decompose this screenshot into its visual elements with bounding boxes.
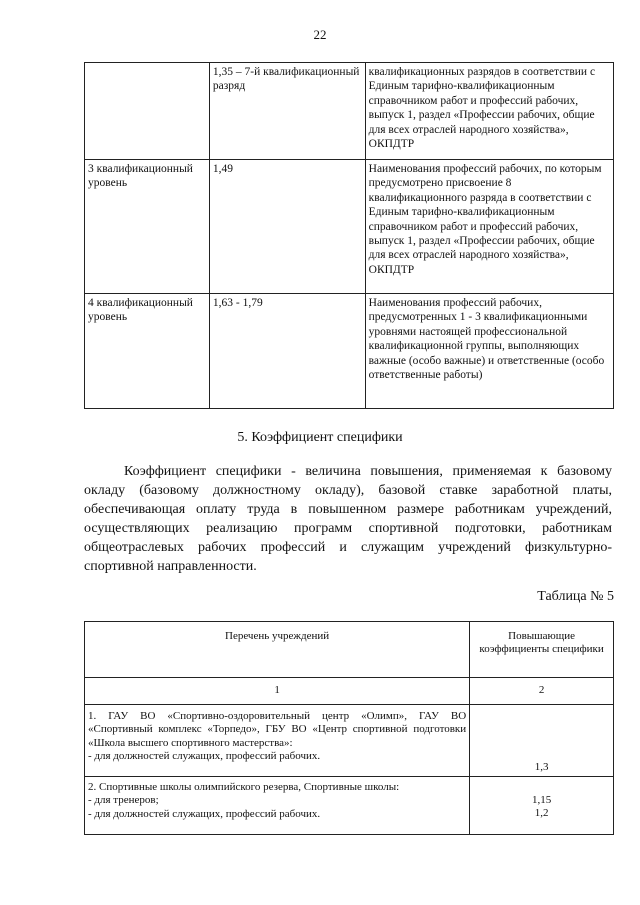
- page-number: 22: [313, 27, 327, 42]
- qualification-level-cell: 4 квалификационный уровень: [85, 294, 210, 409]
- header-coefficients: Повышающие коэффициенты специфики: [470, 622, 614, 678]
- description-cell: Наименования профессий рабочих, по которым предусмотрено присвоение 8 квалификационного разряда в соответствии с Единым тарифно-квалификационным справочником работ и профессий рабочих, выпуск 1, раздел «Профессии рабочих, общие для всех отраслей народного хозяйства», ОКПДТР: [365, 160, 613, 294]
- table-caption: Таблица № 5: [537, 589, 614, 604]
- qualification-level-cell: 3 квалификационный уровень: [85, 160, 210, 294]
- description-cell: квалификационных разрядов в соответствии с Единым тарифно-квалификационным справочником работ и профессий рабочих, выпуск 1, раздел «Профессии рабочих, общие для всех отраслей народного хозяйства», ОКПДТР: [365, 63, 613, 160]
- qualification-level-cell: [85, 63, 210, 160]
- section-paragraph: Коэффициент специфики - величина повышения, применяемая к базовому окладу (базовому должностному окладу), базовой ставке заработной платы, обеспечивающая оплату труда в повышенном размере работникам учреждений, осуществляющих реализацию программ спортивной подготовки, работникам общеотраслевых рабочих профессий и служащим учреждений физкультурно-спортивной направленности.: [84, 464, 612, 574]
- table-row: [85, 777, 614, 835]
- column-number: 2: [470, 678, 614, 705]
- specificity-coefficient-table: [84, 621, 614, 835]
- coefficient-value-cell: [470, 705, 614, 777]
- coefficient-value-cell: [470, 777, 614, 835]
- header-institutions: Перечень учреждений: [85, 622, 470, 678]
- institution-line: 2. Спортивные школы олимпийского резерва, Спортивные школы:: [88, 781, 400, 793]
- institution-line: - для тренеров;: [88, 794, 159, 807]
- table-row: [85, 705, 614, 777]
- institution-cell: [85, 705, 470, 777]
- table-header-row: [85, 622, 614, 678]
- institution-line: - для должностей служащих, профессий рабочих.: [88, 807, 321, 820]
- description-cell: Наименования профессий рабочих, предусмотренных 1 - 3 квалификационными уровнями настоящей профессиональной квалификационной группы, выполняющих важные (особо важные) и ответственные (особо ответственные работы): [365, 294, 613, 409]
- coefficient-value: 1,15: [531, 794, 552, 806]
- table-row: [85, 63, 614, 160]
- coefficient-value: 1,3: [534, 760, 549, 773]
- coefficient-value: 1,2: [534, 807, 549, 820]
- table-number-row: [85, 678, 614, 705]
- table-row: [85, 294, 614, 409]
- coefficient-cell: 1,35 – 7-й квалификационный разряд: [209, 63, 365, 160]
- institution-cell: [85, 777, 470, 835]
- section-title: 5. Коэффициент специфики: [237, 430, 403, 445]
- table-row: [85, 160, 614, 294]
- institution-line: - для должностей служащих, профессий рабочих.: [88, 750, 321, 763]
- column-number: 1: [85, 678, 470, 705]
- coefficient-cell: 1,63 - 1,79: [209, 294, 365, 409]
- qualification-table: [84, 62, 614, 409]
- institution-line: 1. ГАУ ВО «Спортивно-оздоровительный центр «Олимп», ГАУ ВО «Спортивный комплекс «Торпедо», ГБУ ВО «Центр спортивной подготовки «Школа высшего спортивного мастерства»:: [88, 710, 467, 749]
- coefficient-cell: 1,49: [209, 160, 365, 294]
